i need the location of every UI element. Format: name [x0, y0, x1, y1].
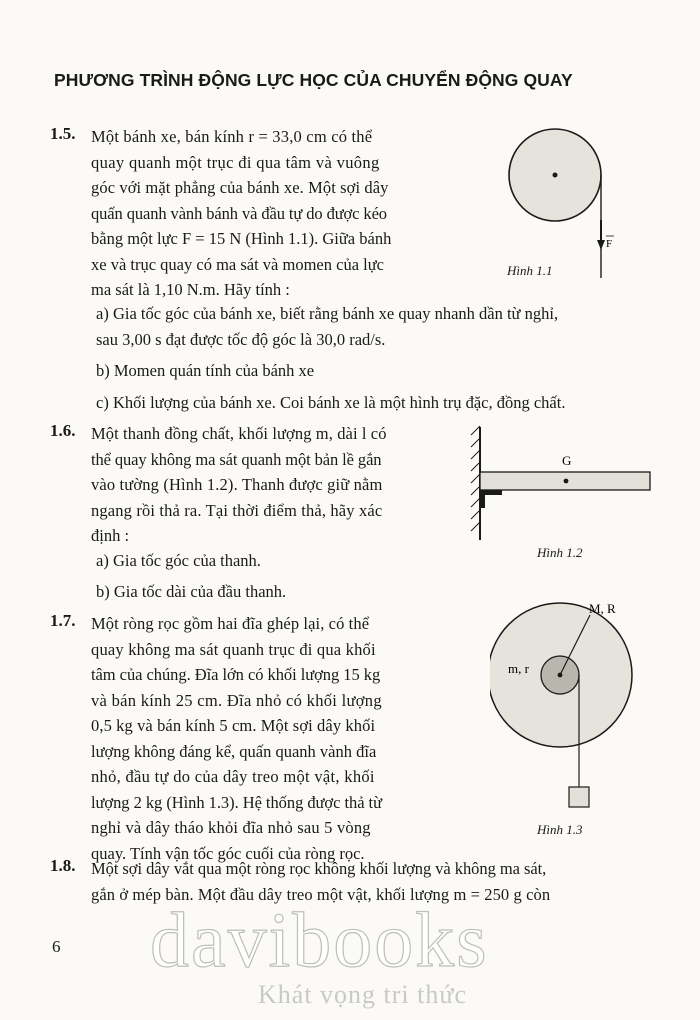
- text-line: xe và trục quay có ma sát và momen của lực: [91, 254, 384, 274]
- wall-hatching: [471, 426, 480, 531]
- text-line: ngang rồi thả ra. Tại thời điểm thả, hãy xác: [91, 500, 383, 520]
- text-line: thể quay không ma sát quanh một bản lề gắn: [91, 449, 382, 469]
- part-a: a) Gia tốc góc của bánh xe, biết rằng bánh xe quay nhanh dần từ nghỉ,: [96, 304, 559, 323]
- text-line: và bán kính 25 cm. Đĩa nhỏ có khối lượng: [91, 690, 382, 710]
- problem-number: 1.8.: [50, 856, 76, 875]
- part-a: a) Gia tốc góc của thanh.: [96, 551, 261, 570]
- text-line: định :: [91, 526, 130, 545]
- small-disc-label: m, r: [508, 661, 529, 676]
- text-line: Một sợi dây vắt qua một ròng rọc không khối lượng và không ma sát,: [91, 859, 547, 878]
- text-line: quay. Tính vận tốc góc cuối của ròng rọc.: [91, 843, 365, 863]
- problem-number: 1.7.: [50, 611, 76, 630]
- text-line: Một thanh đồng chất, khối lượng m, dài l có: [91, 424, 387, 443]
- problem-text: [91, 421, 387, 549]
- text-line: Một ròng rọc gồm hai đĩa ghép lại, có thể: [91, 614, 370, 633]
- text-line: bằng một lực F = 15 N (Hình 1.1). Giữa bánh: [91, 229, 392, 248]
- problem-number: 1.5.: [50, 124, 76, 143]
- force-arrowhead: [597, 240, 605, 250]
- center-of-mass: [564, 479, 569, 484]
- problem-text: [91, 611, 382, 866]
- text-line: quay quanh một trục đi qua tâm và vuông: [91, 152, 380, 172]
- caption-1-3: Hình 1.3: [537, 822, 583, 837]
- watermark-slogan: Khát vọng tri thức: [258, 980, 468, 1009]
- text-line: Một bánh xe, bán kính r = 33,0 cm có thể: [91, 127, 373, 146]
- problem-text: [91, 124, 391, 303]
- text-line: 0,5 kg và bán kính 5 cm. Một sợi dây khối: [91, 716, 376, 735]
- text-line: nhỏ, đầu tự do của dây treo một vật, khối: [91, 767, 375, 786]
- part-c: c) Khối lượng của bánh xe. Coi bánh xe là một hình trụ đặc, đồng chất.: [96, 393, 566, 412]
- text-line: quấn quanh vành bánh và đầu tự do được kéo: [91, 203, 387, 223]
- text-line: vào tường (Hình 1.2). Thanh được giữ nằm: [91, 475, 383, 494]
- text-line: ma sát là 1,10 N.m. Hãy tính :: [91, 280, 290, 299]
- hinge-plate: [480, 490, 485, 508]
- text-line: tâm của chúng. Đĩa lớn có khối lượng 15 kg: [91, 665, 381, 684]
- problem-number: 1.6.: [50, 421, 76, 440]
- text-line: gắn ở mép bàn. Một đầu dây treo một vật, khối lượng m = 250 g còn: [91, 884, 551, 904]
- caption-1-1: Hình 1.1: [507, 263, 553, 278]
- part-b: b) Gia tốc dài của đầu thanh.: [96, 582, 287, 601]
- large-disc-label: M, R: [589, 601, 616, 616]
- text-line: lượng không đáng kể, quấn quanh vành đĩa: [91, 741, 377, 761]
- section-title: PHƯƠNG TRÌNH ĐỘNG LỰC HỌC CỦA CHUYỂN ĐỘNG QUAY: [54, 70, 573, 90]
- figure-1-3: [490, 595, 660, 820]
- text-line: quay không ma sát quanh trục đi qua khối: [91, 639, 376, 659]
- wheel-center: [553, 173, 558, 178]
- figure-1-2: [465, 425, 655, 545]
- caption-1-2: Hình 1.2: [537, 545, 583, 560]
- part-b: b) Momen quán tính của bánh xe: [96, 361, 315, 380]
- force-label: F: [606, 238, 613, 250]
- part-a-cont: sau 3,00 s đạt được tốc độ góc là 30,0 rad/s.: [96, 330, 386, 349]
- watermark-brand: davibooks: [150, 896, 489, 983]
- text-line: nghỉ và dây tháo khỏi đĩa nhỏ sau 5 vòng: [91, 818, 371, 837]
- page-number: 6: [52, 937, 61, 956]
- hanging-mass: [569, 787, 589, 807]
- text-line: lượng 2 kg (Hình 1.3). Hệ thống được thả từ: [91, 792, 382, 812]
- center-label: G: [562, 453, 572, 468]
- text-line: góc với mặt phẳng của bánh xe. Một sợi dây: [91, 178, 389, 197]
